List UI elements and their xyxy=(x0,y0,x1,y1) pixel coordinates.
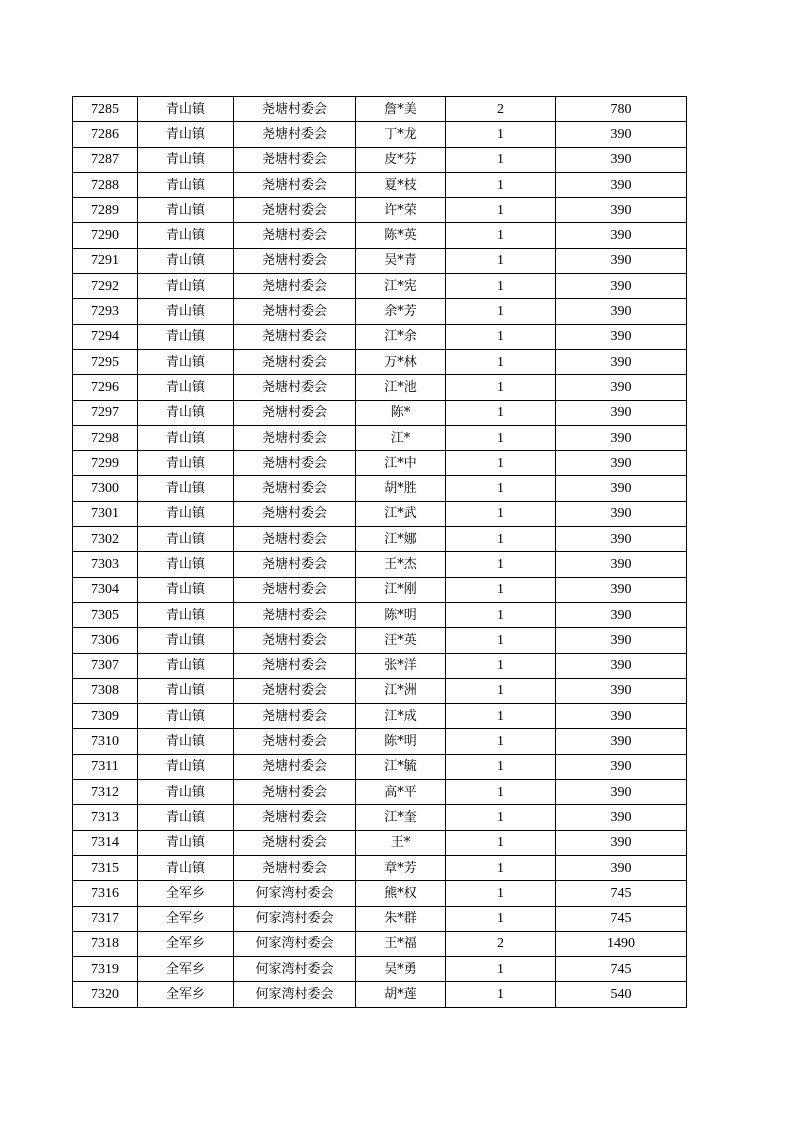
serial-cell: 7302 xyxy=(73,527,138,552)
table-row xyxy=(73,628,687,653)
amount-cell: 540 xyxy=(556,982,687,1007)
amount-cell: 390 xyxy=(556,122,687,147)
amount-cell: 1490 xyxy=(556,931,687,956)
township-cell: 青山镇 xyxy=(138,830,234,855)
name-cell: 王* xyxy=(356,830,446,855)
name-cell: 江*毓 xyxy=(356,754,446,779)
table-row xyxy=(73,122,687,147)
township-cell: 青山镇 xyxy=(138,299,234,324)
serial-cell: 7304 xyxy=(73,577,138,602)
name-cell: 陈*英 xyxy=(356,223,446,248)
name-cell: 胡*胜 xyxy=(356,476,446,501)
name-cell: 陈*明 xyxy=(356,729,446,754)
village-cell: 尧塘村委会 xyxy=(234,375,356,400)
count-cell: 1 xyxy=(446,299,556,324)
amount-cell: 390 xyxy=(556,830,687,855)
name-cell: 江*成 xyxy=(356,704,446,729)
village-cell: 尧塘村委会 xyxy=(234,299,356,324)
serial-cell: 7309 xyxy=(73,704,138,729)
amount-cell: 390 xyxy=(556,805,687,830)
count-cell: 1 xyxy=(446,198,556,223)
serial-cell: 7317 xyxy=(73,906,138,931)
table-row xyxy=(73,451,687,476)
count-cell: 1 xyxy=(446,729,556,754)
amount-cell: 390 xyxy=(556,375,687,400)
village-cell: 尧塘村委会 xyxy=(234,602,356,627)
township-cell: 青山镇 xyxy=(138,653,234,678)
table-row xyxy=(73,602,687,627)
table-row xyxy=(73,476,687,501)
serial-cell: 7291 xyxy=(73,248,138,273)
village-cell: 尧塘村委会 xyxy=(234,678,356,703)
serial-cell: 7290 xyxy=(73,223,138,248)
village-cell: 尧塘村委会 xyxy=(234,855,356,880)
amount-cell: 390 xyxy=(556,198,687,223)
table-row xyxy=(73,349,687,374)
count-cell: 1 xyxy=(446,906,556,931)
village-cell: 尧塘村委会 xyxy=(234,324,356,349)
serial-cell: 7315 xyxy=(73,855,138,880)
village-cell: 尧塘村委会 xyxy=(234,552,356,577)
serial-cell: 7292 xyxy=(73,274,138,299)
township-cell: 全军乡 xyxy=(138,906,234,931)
township-cell: 青山镇 xyxy=(138,729,234,754)
table-row xyxy=(73,957,687,982)
name-cell: 江*中 xyxy=(356,451,446,476)
amount-cell: 780 xyxy=(556,97,687,122)
serial-cell: 7296 xyxy=(73,375,138,400)
serial-cell: 7318 xyxy=(73,931,138,956)
village-cell: 尧塘村委会 xyxy=(234,274,356,299)
count-cell: 1 xyxy=(446,805,556,830)
table-row xyxy=(73,501,687,526)
serial-cell: 7294 xyxy=(73,324,138,349)
village-cell: 何家湾村委会 xyxy=(234,982,356,1007)
amount-cell: 390 xyxy=(556,780,687,805)
count-cell: 1 xyxy=(446,957,556,982)
count-cell: 1 xyxy=(446,780,556,805)
amount-cell: 390 xyxy=(556,678,687,703)
village-cell: 尧塘村委会 xyxy=(234,147,356,172)
name-cell: 江*武 xyxy=(356,501,446,526)
township-cell: 青山镇 xyxy=(138,324,234,349)
village-cell: 尧塘村委会 xyxy=(234,653,356,678)
count-cell: 2 xyxy=(446,97,556,122)
count-cell: 1 xyxy=(446,324,556,349)
count-cell: 1 xyxy=(446,274,556,299)
table-row xyxy=(73,729,687,754)
count-cell: 1 xyxy=(446,527,556,552)
table-row xyxy=(73,400,687,425)
name-cell: 高*平 xyxy=(356,780,446,805)
township-cell: 青山镇 xyxy=(138,552,234,577)
count-cell: 1 xyxy=(446,830,556,855)
serial-cell: 7305 xyxy=(73,602,138,627)
count-cell: 1 xyxy=(446,704,556,729)
serial-cell: 7306 xyxy=(73,628,138,653)
table-row xyxy=(73,198,687,223)
serial-cell: 7307 xyxy=(73,653,138,678)
name-cell: 陈*明 xyxy=(356,602,446,627)
serial-cell: 7303 xyxy=(73,552,138,577)
table-row xyxy=(73,375,687,400)
count-cell: 1 xyxy=(446,248,556,273)
township-cell: 青山镇 xyxy=(138,375,234,400)
name-cell: 许*荣 xyxy=(356,198,446,223)
name-cell: 熊*权 xyxy=(356,881,446,906)
table-row xyxy=(73,906,687,931)
township-cell: 青山镇 xyxy=(138,678,234,703)
village-cell: 尧塘村委会 xyxy=(234,223,356,248)
township-cell: 全军乡 xyxy=(138,881,234,906)
village-cell: 尧塘村委会 xyxy=(234,501,356,526)
table-row xyxy=(73,324,687,349)
count-cell: 1 xyxy=(446,476,556,501)
amount-cell: 390 xyxy=(556,223,687,248)
count-cell: 1 xyxy=(446,349,556,374)
township-cell: 青山镇 xyxy=(138,704,234,729)
table-row xyxy=(73,527,687,552)
name-cell: 江*娜 xyxy=(356,527,446,552)
serial-cell: 7320 xyxy=(73,982,138,1007)
table-row xyxy=(73,147,687,172)
count-cell: 1 xyxy=(446,577,556,602)
amount-cell: 390 xyxy=(556,349,687,374)
table-row xyxy=(73,425,687,450)
table-row xyxy=(73,704,687,729)
amount-cell: 390 xyxy=(556,299,687,324)
name-cell: 江*洲 xyxy=(356,678,446,703)
table-row xyxy=(73,881,687,906)
amount-cell: 390 xyxy=(556,248,687,273)
amount-cell: 390 xyxy=(556,552,687,577)
table-row xyxy=(73,982,687,1007)
count-cell: 1 xyxy=(446,552,556,577)
serial-cell: 7285 xyxy=(73,97,138,122)
table-row xyxy=(73,780,687,805)
amount-cell: 390 xyxy=(556,855,687,880)
count-cell: 1 xyxy=(446,425,556,450)
name-cell: 丁*龙 xyxy=(356,122,446,147)
village-cell: 尧塘村委会 xyxy=(234,198,356,223)
name-cell: 朱*群 xyxy=(356,906,446,931)
serial-cell: 7311 xyxy=(73,754,138,779)
table-row xyxy=(73,299,687,324)
township-cell: 青山镇 xyxy=(138,780,234,805)
amount-cell: 390 xyxy=(556,274,687,299)
table-row xyxy=(73,552,687,577)
township-cell: 青山镇 xyxy=(138,527,234,552)
name-cell: 吴*青 xyxy=(356,248,446,273)
amount-cell: 390 xyxy=(556,704,687,729)
township-cell: 青山镇 xyxy=(138,602,234,627)
table-row xyxy=(73,678,687,703)
amount-cell: 390 xyxy=(556,653,687,678)
township-cell: 青山镇 xyxy=(138,274,234,299)
village-cell: 尧塘村委会 xyxy=(234,349,356,374)
village-cell: 尧塘村委会 xyxy=(234,248,356,273)
township-cell: 青山镇 xyxy=(138,754,234,779)
township-cell: 青山镇 xyxy=(138,855,234,880)
name-cell: 江*池 xyxy=(356,375,446,400)
table-row xyxy=(73,274,687,299)
name-cell: 江*余 xyxy=(356,324,446,349)
serial-cell: 7314 xyxy=(73,830,138,855)
township-cell: 青山镇 xyxy=(138,476,234,501)
amount-cell: 390 xyxy=(556,400,687,425)
name-cell: 王*杰 xyxy=(356,552,446,577)
count-cell: 1 xyxy=(446,147,556,172)
village-cell: 尧塘村委会 xyxy=(234,527,356,552)
count-cell: 1 xyxy=(446,451,556,476)
count-cell: 1 xyxy=(446,628,556,653)
amount-cell: 745 xyxy=(556,957,687,982)
count-cell: 1 xyxy=(446,375,556,400)
township-cell: 青山镇 xyxy=(138,97,234,122)
township-cell: 青山镇 xyxy=(138,425,234,450)
serial-cell: 7293 xyxy=(73,299,138,324)
amount-cell: 390 xyxy=(556,172,687,197)
name-cell: 江*奎 xyxy=(356,805,446,830)
table-row xyxy=(73,931,687,956)
table-row xyxy=(73,855,687,880)
count-cell: 1 xyxy=(446,754,556,779)
amount-cell: 390 xyxy=(556,147,687,172)
name-cell: 江* xyxy=(356,425,446,450)
serial-cell: 7310 xyxy=(73,729,138,754)
count-cell: 1 xyxy=(446,122,556,147)
serial-cell: 7295 xyxy=(73,349,138,374)
township-cell: 青山镇 xyxy=(138,172,234,197)
township-cell: 青山镇 xyxy=(138,577,234,602)
village-cell: 尧塘村委会 xyxy=(234,780,356,805)
village-cell: 尧塘村委会 xyxy=(234,830,356,855)
table-row xyxy=(73,223,687,248)
count-cell: 1 xyxy=(446,602,556,627)
township-cell: 青山镇 xyxy=(138,223,234,248)
count-cell: 1 xyxy=(446,400,556,425)
name-cell: 陈* xyxy=(356,400,446,425)
amount-cell: 390 xyxy=(556,425,687,450)
serial-cell: 7312 xyxy=(73,780,138,805)
serial-cell: 7316 xyxy=(73,881,138,906)
amount-cell: 390 xyxy=(556,577,687,602)
township-cell: 青山镇 xyxy=(138,501,234,526)
township-cell: 青山镇 xyxy=(138,147,234,172)
township-cell: 青山镇 xyxy=(138,349,234,374)
village-cell: 尧塘村委会 xyxy=(234,425,356,450)
table-row xyxy=(73,805,687,830)
township-cell: 青山镇 xyxy=(138,805,234,830)
village-cell: 尧塘村委会 xyxy=(234,805,356,830)
village-cell: 尧塘村委会 xyxy=(234,754,356,779)
count-cell: 1 xyxy=(446,982,556,1007)
name-cell: 胡*莲 xyxy=(356,982,446,1007)
serial-cell: 7300 xyxy=(73,476,138,501)
township-cell: 青山镇 xyxy=(138,122,234,147)
serial-cell: 7286 xyxy=(73,122,138,147)
amount-cell: 390 xyxy=(556,754,687,779)
serial-cell: 7308 xyxy=(73,678,138,703)
serial-cell: 7298 xyxy=(73,425,138,450)
table-row xyxy=(73,754,687,779)
village-cell: 何家湾村委会 xyxy=(234,957,356,982)
village-cell: 尧塘村委会 xyxy=(234,628,356,653)
count-cell: 1 xyxy=(446,653,556,678)
village-cell: 尧塘村委会 xyxy=(234,122,356,147)
village-cell: 何家湾村委会 xyxy=(234,906,356,931)
count-cell: 1 xyxy=(446,223,556,248)
name-cell: 江*刚 xyxy=(356,577,446,602)
township-cell: 全军乡 xyxy=(138,957,234,982)
name-cell: 万*林 xyxy=(356,349,446,374)
village-cell: 尧塘村委会 xyxy=(234,577,356,602)
amount-cell: 390 xyxy=(556,729,687,754)
table-row xyxy=(73,577,687,602)
table-body xyxy=(73,97,687,1008)
township-cell: 青山镇 xyxy=(138,400,234,425)
serial-cell: 7319 xyxy=(73,957,138,982)
table-row xyxy=(73,248,687,273)
amount-cell: 390 xyxy=(556,501,687,526)
amount-cell: 745 xyxy=(556,906,687,931)
amount-cell: 390 xyxy=(556,527,687,552)
serial-cell: 7299 xyxy=(73,451,138,476)
village-cell: 尧塘村委会 xyxy=(234,729,356,754)
township-cell: 全军乡 xyxy=(138,982,234,1007)
count-cell: 1 xyxy=(446,172,556,197)
serial-cell: 7297 xyxy=(73,400,138,425)
name-cell: 汪*英 xyxy=(356,628,446,653)
name-cell: 吴*勇 xyxy=(356,957,446,982)
village-cell: 尧塘村委会 xyxy=(234,476,356,501)
count-cell: 1 xyxy=(446,501,556,526)
name-cell: 詹*美 xyxy=(356,97,446,122)
name-cell: 江*宪 xyxy=(356,274,446,299)
township-cell: 青山镇 xyxy=(138,451,234,476)
name-cell: 皮*芬 xyxy=(356,147,446,172)
table-row xyxy=(73,653,687,678)
amount-cell: 390 xyxy=(556,476,687,501)
table-row xyxy=(73,172,687,197)
count-cell: 1 xyxy=(446,678,556,703)
amount-cell: 390 xyxy=(556,324,687,349)
village-cell: 尧塘村委会 xyxy=(234,172,356,197)
count-cell: 1 xyxy=(446,855,556,880)
serial-cell: 7313 xyxy=(73,805,138,830)
serial-cell: 7301 xyxy=(73,501,138,526)
township-cell: 青山镇 xyxy=(138,248,234,273)
serial-cell: 7289 xyxy=(73,198,138,223)
amount-cell: 390 xyxy=(556,451,687,476)
amount-cell: 390 xyxy=(556,602,687,627)
village-cell: 尧塘村委会 xyxy=(234,451,356,476)
village-cell: 尧塘村委会 xyxy=(234,400,356,425)
serial-cell: 7288 xyxy=(73,172,138,197)
count-cell: 2 xyxy=(446,931,556,956)
name-cell: 张*洋 xyxy=(356,653,446,678)
amount-cell: 745 xyxy=(556,881,687,906)
name-cell: 余*芳 xyxy=(356,299,446,324)
village-cell: 何家湾村委会 xyxy=(234,931,356,956)
count-cell: 1 xyxy=(446,881,556,906)
township-cell: 青山镇 xyxy=(138,198,234,223)
township-cell: 全军乡 xyxy=(138,931,234,956)
table-row xyxy=(73,97,687,122)
name-cell: 夏*枝 xyxy=(356,172,446,197)
table-row xyxy=(73,830,687,855)
village-cell: 尧塘村委会 xyxy=(234,97,356,122)
data-table xyxy=(72,96,687,1008)
name-cell: 章*芳 xyxy=(356,855,446,880)
amount-cell: 390 xyxy=(556,628,687,653)
village-cell: 尧塘村委会 xyxy=(234,704,356,729)
village-cell: 何家湾村委会 xyxy=(234,881,356,906)
township-cell: 青山镇 xyxy=(138,628,234,653)
name-cell: 王*福 xyxy=(356,931,446,956)
serial-cell: 7287 xyxy=(73,147,138,172)
